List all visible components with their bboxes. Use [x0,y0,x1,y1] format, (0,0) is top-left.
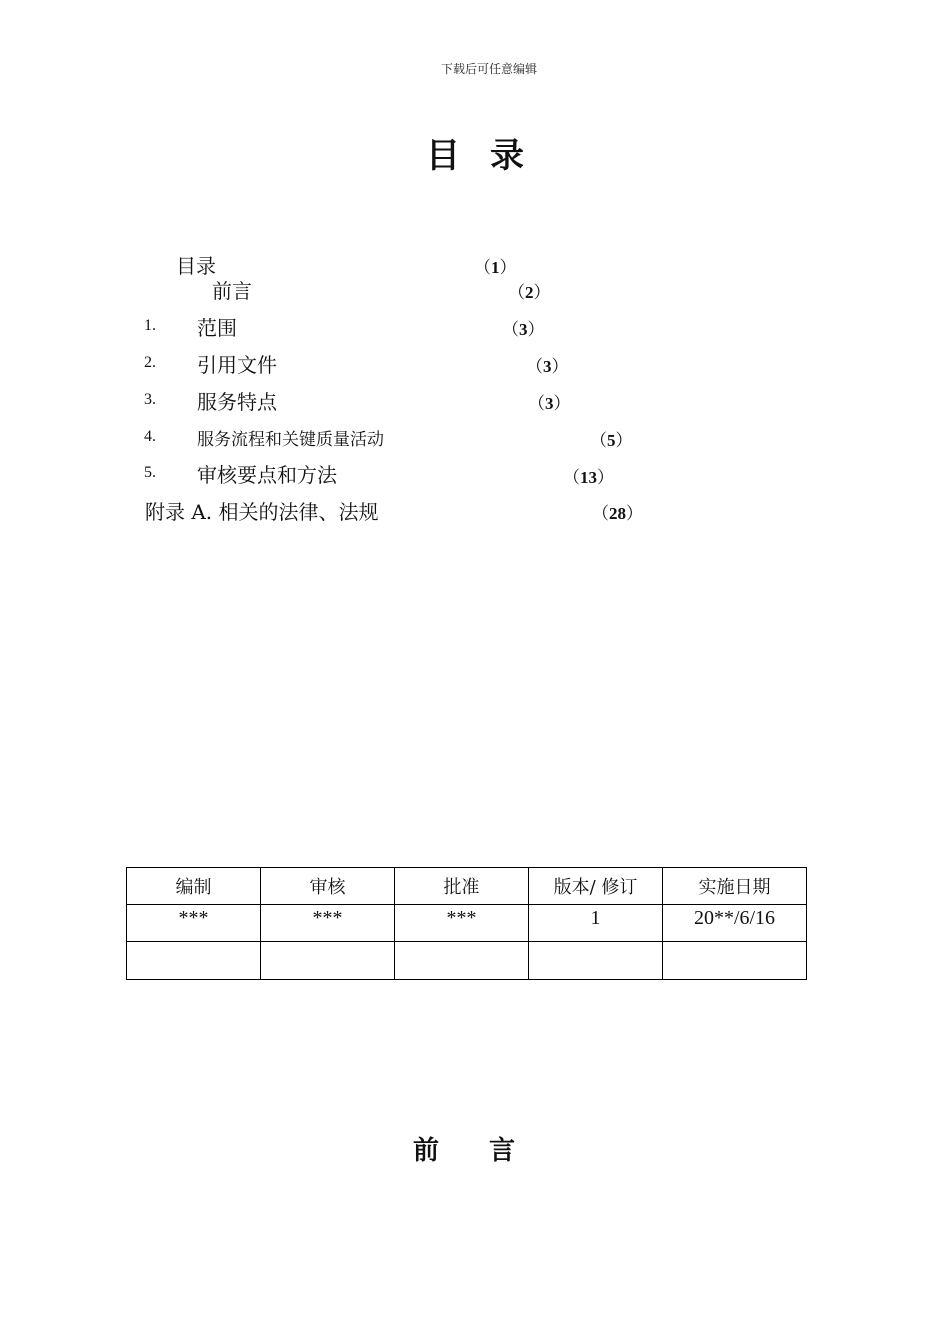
toc-entry-page: （13） [563,468,614,487]
toc-entry-page: （3） [502,320,545,339]
toc-entry-number: 1. [144,317,156,334]
toc-entry-page: （3） [526,357,569,376]
toc-entry-text[interactable]: 服务流程和关键质量活动 [197,430,384,450]
toc-entry-text[interactable]: 范围 [197,316,237,340]
empty-cell [127,942,261,980]
header-cell-compiled: 编制 [127,868,261,905]
header-cell-version: 版本/ 修订 [529,868,663,905]
toc-entry-number: 3. [144,391,156,408]
table-header-row [127,868,807,905]
toc-entry-text[interactable]: 服务特点 [197,390,277,414]
toc-title: 目录 [426,136,554,176]
toc-entry-number: 2. [144,354,156,371]
toc-entry-number: 5. [144,464,156,481]
toc-entry-page: （1） [474,258,517,277]
value-cell-version: 1 [529,905,663,942]
value-cell-compiled: *** [127,905,261,942]
toc-entry-page: （5） [590,431,633,450]
header-cell-date: 实施日期 [663,868,807,905]
toc-entry-page: （28） [592,504,643,523]
toc-entry-text[interactable]: 引用文件 [197,353,277,377]
value-cell-date: 20**/6/16 [663,905,807,942]
toc-entry-text[interactable]: 审核要点和方法 [197,463,337,487]
empty-cell [529,942,663,980]
header-note: 下载后可任意编辑 [440,62,537,76]
table-row-empty [127,942,807,980]
empty-cell [663,942,807,980]
header-cell-reviewed: 审核 [261,868,395,905]
header-cell-approved: 批准 [395,868,529,905]
value-cell-reviewed: *** [261,905,395,942]
toc-entry-number: 4. [144,428,156,445]
toc-entry-page: （3） [528,394,571,413]
value-cell-approved: *** [395,905,529,942]
preface-title: 前言 [412,1136,565,1166]
toc-entry-page: （2） [508,283,551,302]
empty-cell [395,942,529,980]
toc-entry-text[interactable]: 前言 [212,279,252,303]
toc-entry-text[interactable]: 附录 A. 相关的法律、法规 [145,500,379,524]
empty-cell [261,942,395,980]
table-row [127,905,807,942]
approval-table [126,867,807,980]
toc-entry-text[interactable]: 目录 [176,254,216,278]
